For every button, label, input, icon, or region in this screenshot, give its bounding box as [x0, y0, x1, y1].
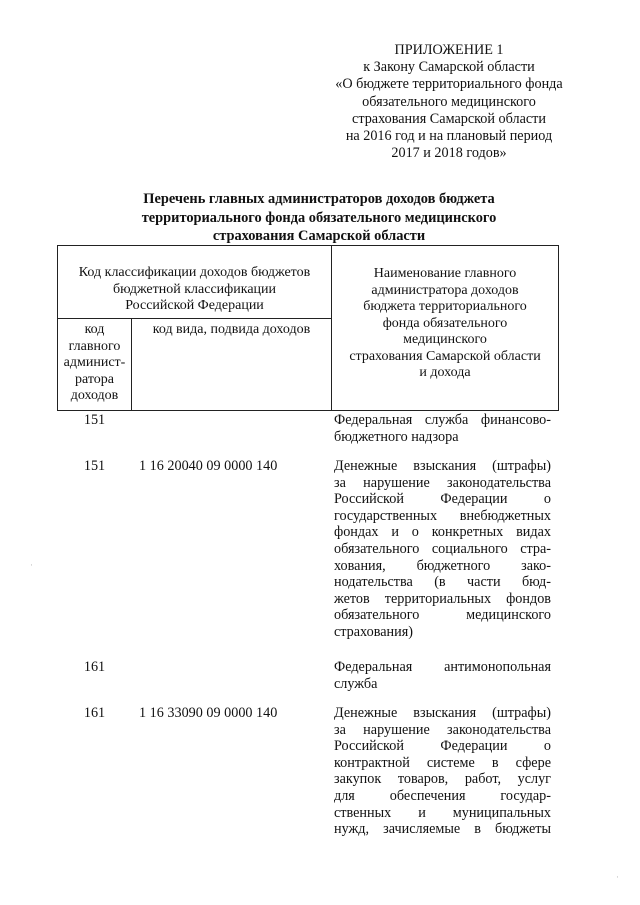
header-classification-group: Код классификации доходов бюджетов бюджетной классификации Российской Федерации: [78, 265, 311, 313]
scan-speck: ·: [30, 560, 33, 570]
header-administrator-name: Наименование главного администратора доходов бюджета территориального фонда обязательного медицинского страхования Самарской области и дохода: [349, 266, 541, 380]
table-column-divider-admin: [131, 318, 132, 411]
table-column-divider-name: [331, 245, 332, 411]
document-title: [84, 190, 554, 246]
appendix-header: [318, 42, 580, 162]
appendix-line: на 2016 год и на плановый период: [345, 128, 553, 145]
appendix-line: страхования Самарской области: [352, 110, 546, 127]
appendix-line: к Закону Самарской области: [363, 59, 535, 76]
row-admin-code: 151: [83, 458, 106, 474]
table-border-top: [57, 245, 559, 246]
row-kind-code: 1 16 20040 09 0000 140: [139, 458, 278, 474]
header-admin-code: код главного админист- ратора доходов: [63, 322, 126, 403]
header-kind-code: код вида, подвида доходов: [152, 322, 311, 337]
appendix-line: обязательного медицинского: [362, 93, 536, 110]
row-admin-code: 161: [83, 705, 106, 721]
table-header-bottom: [57, 410, 559, 411]
row-revenue-name: Денежные взыскания (штрафы) за нарушение законодательства Российской Федерации о государственных внебюджетных фондах и о конкретных видах обязательного социального стра- хования, бюджетного зако- нодательства (в части бюд- жетов территориальных фондов обязательного медицинского страхования): [334, 458, 551, 640]
row-kind-code: 1 16 33090 09 0000 140: [139, 705, 278, 721]
row-administrator-name: Федеральная антимонопольная служба: [334, 659, 551, 692]
title-line: Перечень главных администраторов доходов бюджета: [143, 191, 495, 207]
row-revenue-name: Денежные взыскания (штрафы) за нарушение законодательства Российской Федерации о контрактной системе в сфере закупок товаров, работ, услуг для обеспечения государ- ственных и муниципальных нужд, зачисляемые в бюджеты: [334, 705, 551, 838]
row-administrator-name: Федеральная служба финансово- бюджетного надзора: [334, 412, 551, 445]
row-admin-code: 151: [83, 412, 106, 428]
row-admin-code: 161: [83, 659, 106, 675]
title-line: территориального фонда обязательного медицинского: [141, 209, 497, 226]
appendix-line: «О бюджете территориального фонда: [335, 76, 563, 93]
appendix-line: ПРИЛОЖЕНИЕ 1: [394, 42, 504, 58]
scan-speck: ·: [616, 872, 619, 882]
table-subheader-divider: [57, 318, 332, 319]
table-border-right: [558, 245, 559, 411]
title-line: страхования Самарской области: [212, 228, 426, 244]
appendix-line: 2017 и 2018 годов»: [391, 145, 507, 162]
